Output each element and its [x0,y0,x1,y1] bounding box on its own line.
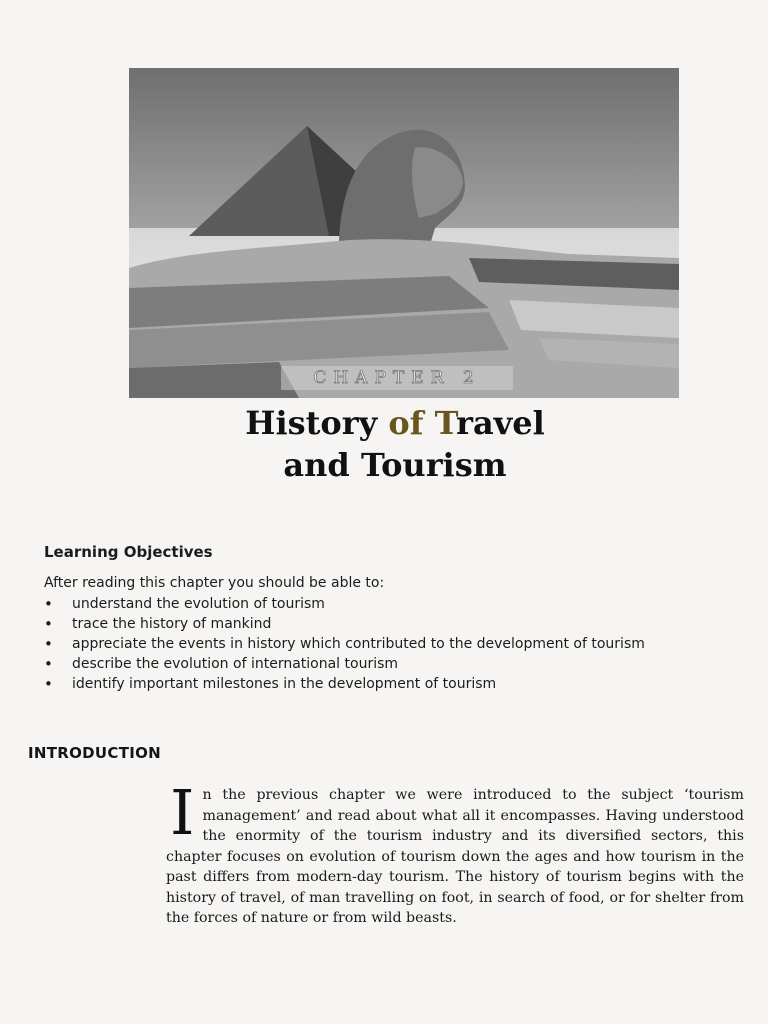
drop-cap: I [170,776,195,849]
objective-item: • trace the history of mankind [44,614,724,634]
chapter-label-band [281,366,513,390]
objective-item: • describe the evolution of international tourism [44,654,724,674]
introduction-paragraph [166,776,744,929]
title-word-of: of [388,404,424,442]
learning-objectives [44,543,724,694]
objective-item: • understand the evolution of tourism [44,594,724,614]
title-word-history: History [245,404,389,442]
introduction-text: n the previous chapter we were introduced to the subject ‘tourism management’ and read about what all it encompasses. Having understood the enormity of the tourism industry and its diversified sectors, this chapter focuses on evolution of tourism down the ages and how tourism in the past differs from modern-day tourism. The history of tourism begins with the history of travel, of man travelling on foot, in search of food, or for shelter from the forces of nature or from wild beasts. [166,787,744,926]
introduction-heading: INTRODUCTION [28,744,162,762]
sphinx-pyramid-image [129,68,679,398]
objectives-list [44,594,724,694]
objective-item: • identify important milestones in the development of tourism [44,674,724,694]
title-letter-t: T [434,404,457,442]
title-line-2: and Tourism [283,446,507,484]
learning-objectives-intro: After reading this chapter you should be able to: [44,575,385,591]
title-word-ravel: ravel [456,404,545,442]
learning-objectives-heading: Learning Objectives [44,543,213,561]
objective-item: • appreciate the events in history which contributed to the development of tourism [44,634,724,654]
chapter-photo-sphinx-pyramid [129,68,679,398]
chapter-title [150,402,640,486]
chapter-number-label: CHAPTER 2 [313,368,481,388]
